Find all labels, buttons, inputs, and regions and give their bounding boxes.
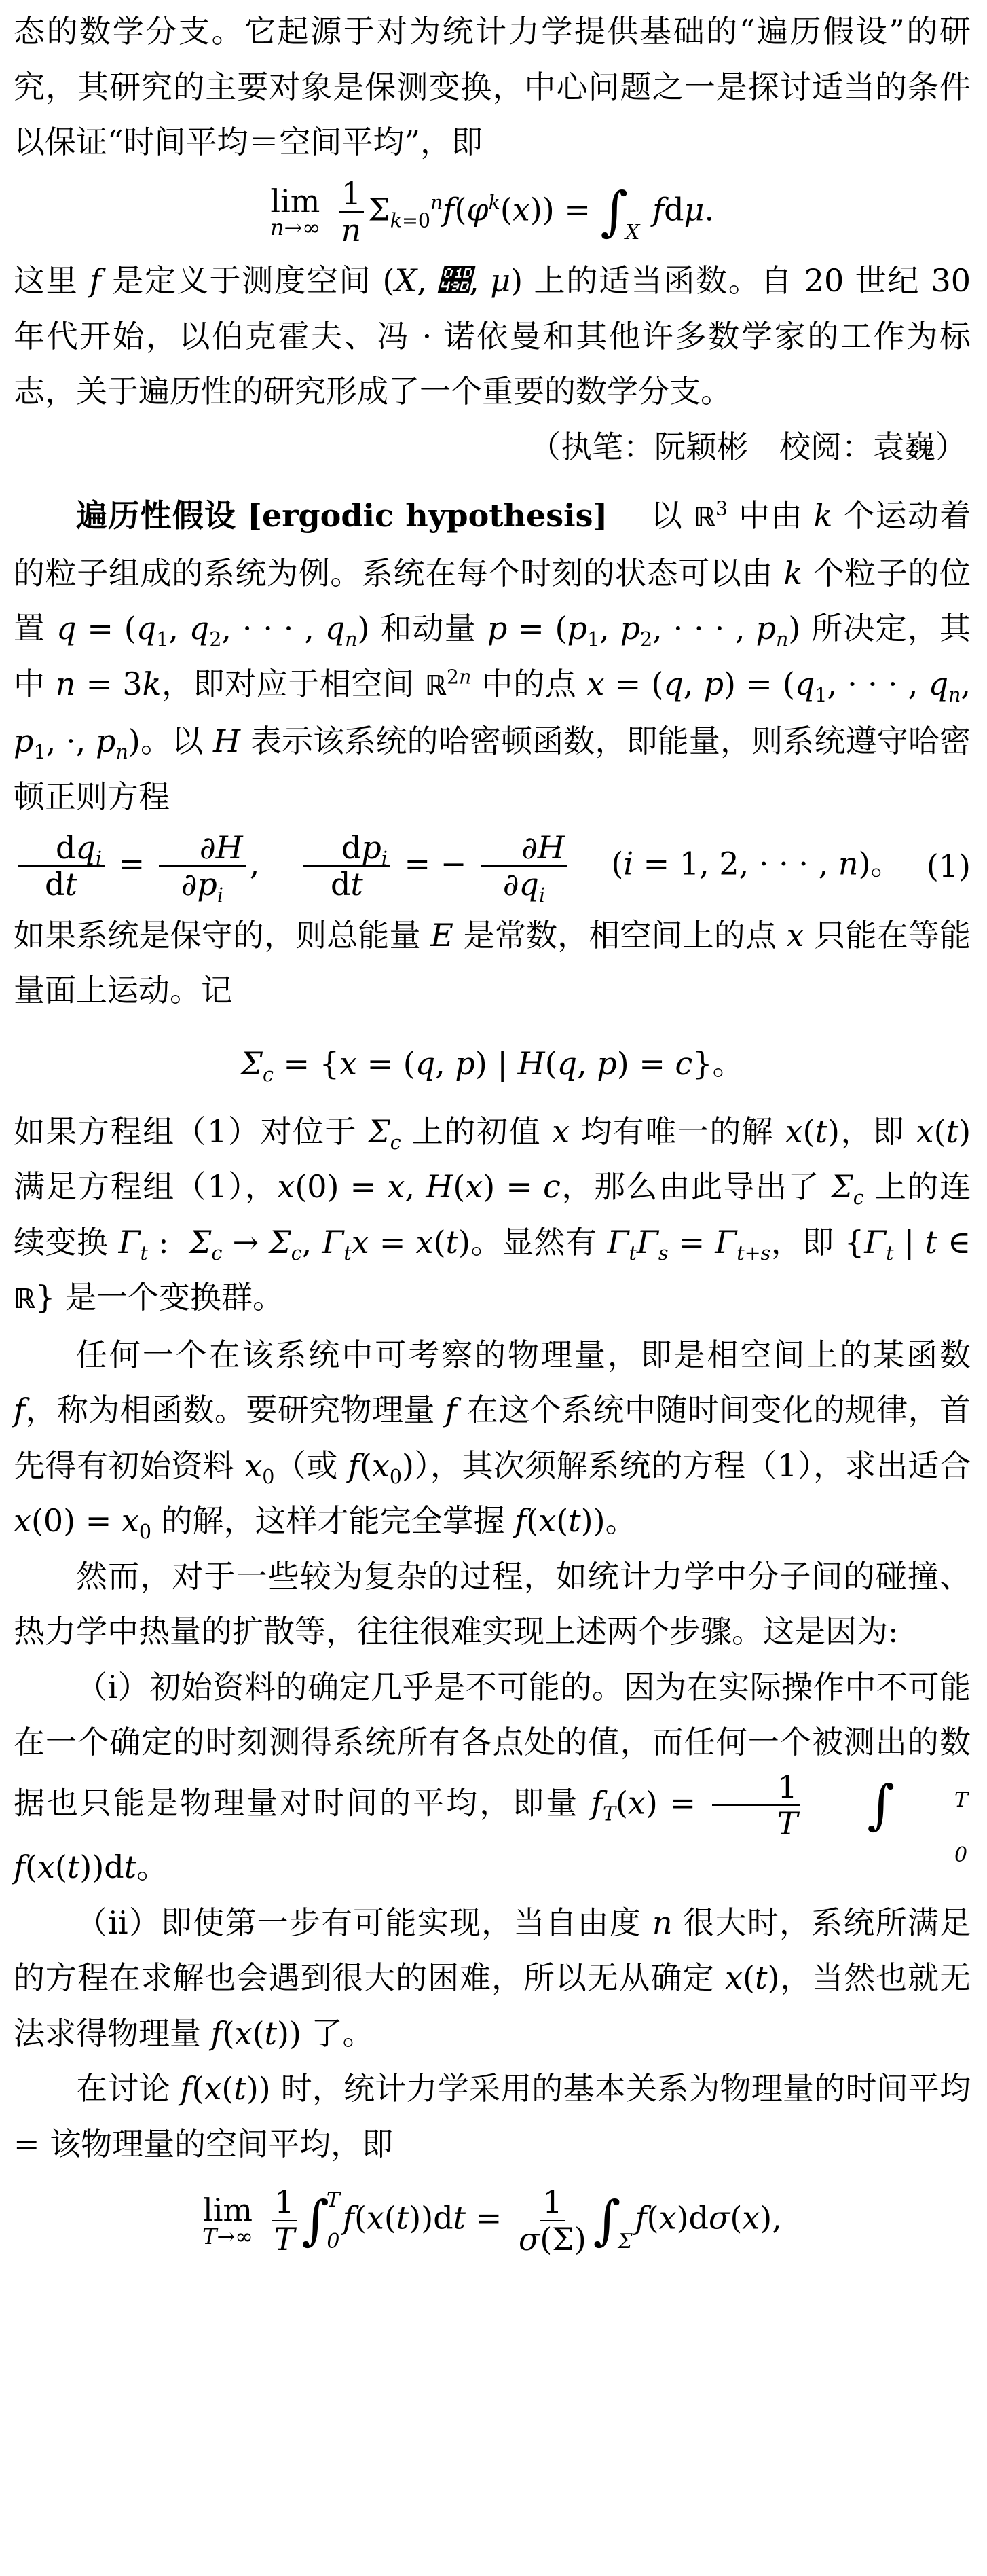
entry-paragraph-3: 如果方程组（1）对位于 $\Sigma_c$ 上的初值 x 均有唯一的解 x(t)，即 x(t) 满足方程组（1），x(0) = x, H(x) = c，那么由此导出了 $\Sigma_c$ 上的连续变换 $\Gamma_t$ : $\Sigma_c \to \Sigma_c$, $\Gamma_tx = x(t)$。显然有 $\Gamma_t\Gamma_s = \Gamma_{t+s}$，即 {$\Gamma_t$ | t ∈ ℝ} 是一个变换群。 bbox=[14, 1112, 971, 1316]
intro-text: 态的数学分支。它起源于对为统计力学提供基础的“遍历假设”的研究，其研究的主要对象是保测变换，中心问题之一是探讨适当的条件以保证“时间平均＝空间平均”，即 bbox=[14, 13, 971, 160]
entry-paragraph-1: 遍历性假设 [ergodic hypothesis] 以 ℝ$^3$ 中由 k 个运动着的粒子组成的系统为例。系统在每个时刻的状态可以由 k 个粒子的位置 $q = (q_1$, $q_2$, · · · , $q_n$) 和动量 $p = (p_1$, $p_2$, · · · , $p_n$) 所决定，其中 n = 3k，即对应于相空间 ℝ$^{2n}$ 中的点 x = (q, $p) = (q_1$, · · · , $q_n$, $p_1$, ·, $p_n$)。以 H 表示该系统的哈密顿函数，即能量，则系统遵守哈密顿正则方程 bbox=[14, 497, 971, 815]
entry-paragraph-7: （ii）即使第一步有可能实现，当自由度 n 很大时，系统所满足的方程在求解也会遇到很大的困难，所以无从确定 x(t)，当然也就无法求得物理量 f(x(t)) 了。 bbox=[14, 1904, 971, 2052]
entry-paragraph-8: 在讨论 f(x(t)) 时，统计力学采用的基本关系为物理量的时间平均 = 该物理量的空间平均，即 bbox=[14, 2070, 971, 2162]
equation-time-space-average: lim T→∞ $\frac{1}{T}$ ∫ T 0 f(x(t))dt = $\frac{1}{\sigma(\Sigma)}$ ∫ Σ f(x)dσ(x), bbox=[202, 2183, 782, 2257]
entry-paragraph-6: （i）初始资料的确定几乎是不可能的。因为在实际操作中不可能在一个确定的时刻测得系统所有各点处的值，而任何一个被测出的数据也只能是物理量对时间的平均，即量 $f_T(x)$ = $\frac{1}{T}$ ∫ T 0 f(x(t))dt。 bbox=[14, 1668, 971, 1886]
equation-ergodic-mean: lim n→∞ $\frac{1}{n}$ $\Sigma_{k=0}^nf(\varphi^k(x))$ = ∫ X fdμ. bbox=[269, 175, 715, 249]
equation-energy-surface: $\Sigma_c = \{x = (q$, p) | H(q, p) = c}。 bbox=[240, 1045, 744, 1086]
intro-paragraph bbox=[14, 4, 971, 170]
author-line: （执笔：阮颖彬 校阅：袁巍） bbox=[529, 428, 967, 465]
entry-paragraph-4: 任何一个在该系统中可考察的物理量，即是相空间上的某函数 f，称为相函数。要研究物理量 f 在这个系统中随时间变化的规律，首先得有初始资料 $x_0$（或 $f(x_0)$），其次须解系统的方程（1），求出适合 $x(0) = x_0$ 的解，这样才能完全掌握 f(x(t))。 bbox=[14, 1336, 971, 1544]
intro-paragraph-2: 这里 f 是定义于测度空间 (X, 𝒝, μ) 上的适当函数。自 20 世纪 30 年代开始，以伯克霍夫、冯 · 诺依曼和其他许多数学家的工作为标志，关于遍历性的研究形成了一个重要的数学分支。 bbox=[14, 262, 971, 410]
entry-title: 遍历性假设 bbox=[76, 497, 237, 534]
entry-english-title: [ergodic hypothesis] bbox=[247, 497, 608, 534]
equation-number: (1) bbox=[926, 848, 971, 885]
entry-paragraph-5: 然而，对于一些较为复杂的过程，如统计力学中分子间的碰撞、热力学中热量的扩散等，往往很难实现上述两个步骤。这是因为: bbox=[14, 1557, 971, 1650]
entry-paragraph-2: 如果系统是保守的，则总能量 E 是常数，相空间上的点 x 只能在等能量面上运动。记 bbox=[14, 916, 971, 1009]
equation-hamilton: $\frac{dq_i}{dt}$ = $\frac{\partial H}{\partial p_i}$ , $\frac{dp_i}{dt}$ = − $\frac{\partial H}{\partial q_i}$ (i = 1, 2, · · · , n)。 (1) bbox=[14, 831, 971, 901]
